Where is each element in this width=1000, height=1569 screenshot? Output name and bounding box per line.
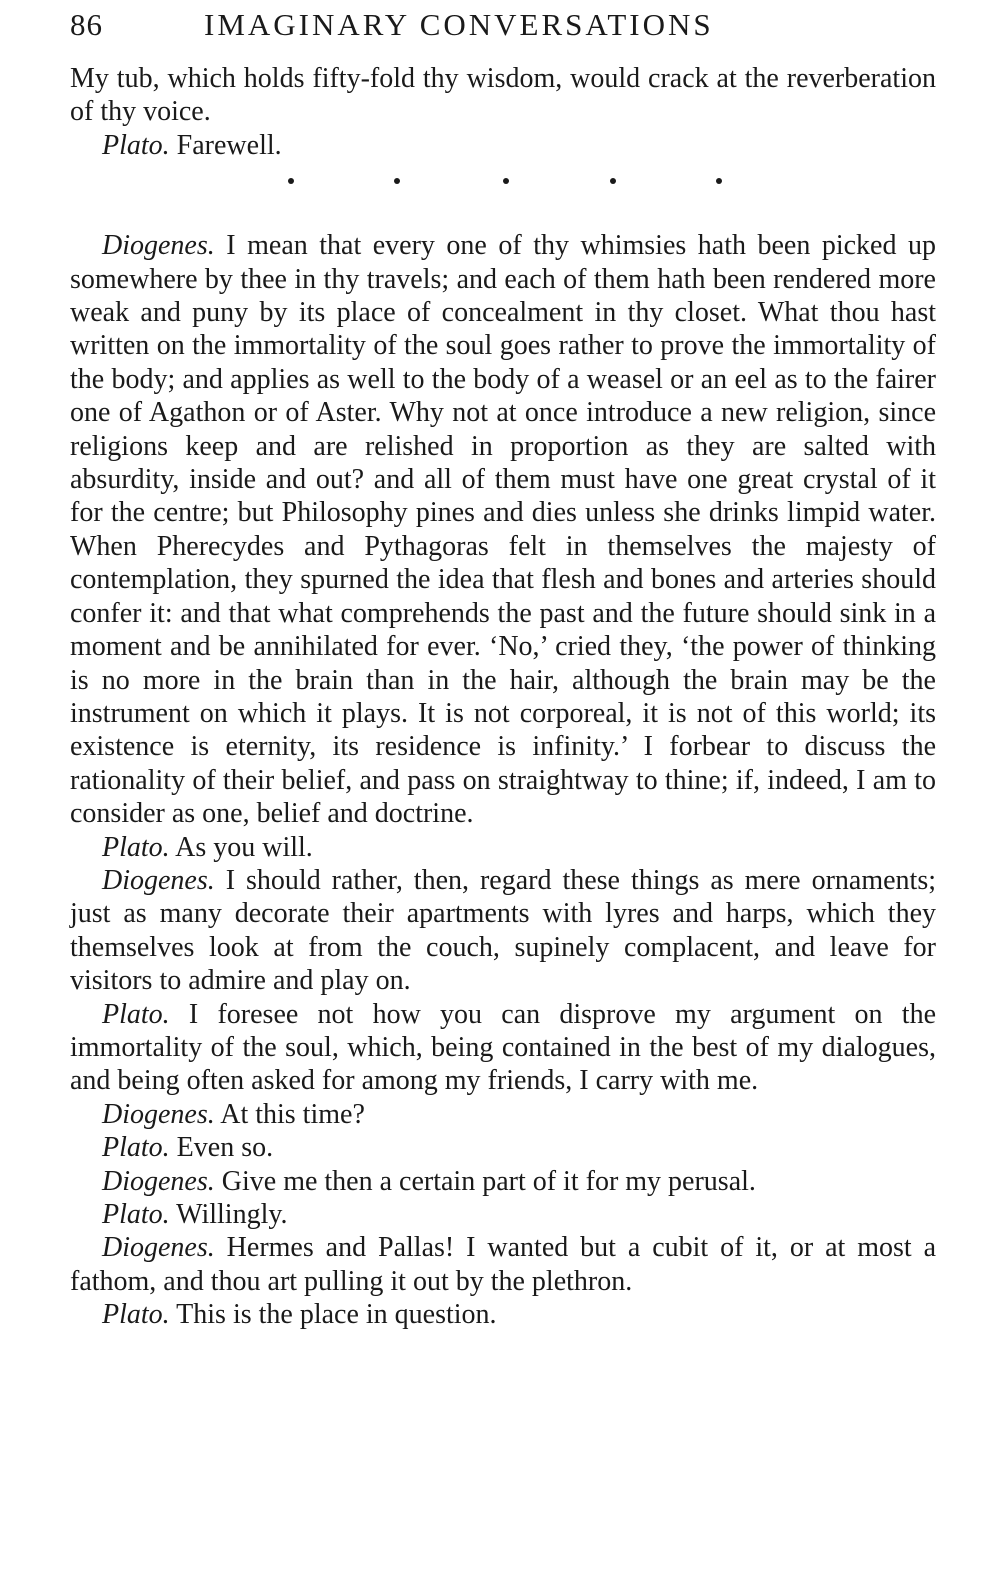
dialogue-line — [70, 1131, 936, 1164]
text-block — [70, 62, 936, 1332]
speaker-name: Plato. — [102, 1132, 170, 1164]
speaker-name: Diogenes. — [102, 1232, 215, 1264]
ellipsis-dot — [394, 178, 400, 184]
ellipsis-dot — [716, 178, 722, 184]
dialogue-line — [70, 1231, 936, 1298]
dialogue-line — [70, 864, 936, 998]
paragraph-continuation — [70, 62, 936, 129]
dialogue-text: I should rather, then, regard these things as mere ornaments; just as many decorate their apartments with lyres and harps, which they themselves look at from the couch, supinely complacent, and leave for visitors to admire and play on. — [70, 864, 936, 997]
dialogue-text: Give me then a certain part of it for my perusal. — [214, 1165, 756, 1197]
speaker-name: Plato. — [102, 831, 170, 863]
speaker-name: Plato. — [102, 1299, 170, 1331]
ellipsis-dot — [288, 178, 294, 184]
page-number: 86 — [70, 7, 103, 42]
speaker-name: Diogenes. — [102, 864, 215, 896]
running-head — [70, 4, 930, 46]
dialogue-text: At this time? — [214, 1098, 365, 1130]
dialogue-line — [70, 998, 936, 1098]
section-break-dots — [70, 162, 936, 229]
dialogue-text: Hermes and Pallas! I wanted but a cubit of it, or at most a fathom, and thou art pulling it out by the plethron. — [70, 1232, 936, 1297]
dialogue-text: I foresee not how you can disprove my argument on the immortality of the soul, which, being contained in the best of my dialogues, and being often asked for among my friends, I carry with me. — [70, 998, 936, 1097]
speaker-name: Plato. — [102, 129, 170, 161]
dialogue-line — [70, 129, 936, 162]
ellipsis-dot — [610, 178, 616, 184]
dialogue-text: Willingly. — [169, 1199, 288, 1230]
dialogue-line — [70, 1165, 936, 1198]
dialogue-text: I mean that every one of thy whimsies hath been picked up somewhere by thee in thy travels; and each of them hath been rendered more weak and puny by its place of concealment in thy closet. What thou hast written on the immortality of the soul goes rather to prove the immortality of the body; and applies as well to the body of a weasel or an eel as to the fairer one of Agathon or of Aster. Why not at once introduce a new religion, since religions keep and are relished in proportion as they are salted with absurdity, inside and out? and all of them must have one great crystal of it for the centre; but Philosophy pines and dies unless she drinks limpid water. When Pherecydes and Pythagoras felt in themselves the majesty of contemplation, they spurned the idea that flesh and bones and arteries should confer it: and that what comprehends the past and the future should sink in a moment and be annihilated for ever. ‘No,’ cried they, ‘the power of thinking is no more in the brain than in the hair, although the brain may be the instrument on which it plays. It is not corporeal, it is not of this world; its existence is eternity, its residence is infinity.’ I forbear to discuss the rationality of their belief, and pass on straightway to thine; if, indeed, I am to consider as one, belief and doctrine. — [70, 230, 936, 830]
dialogue-line — [70, 229, 936, 830]
paragraph-text: My tub, which holds fifty-fold thy wisdom, would crack at the reverberation of thy voice. — [70, 63, 936, 128]
running-title: IMAGINARY CONVERSATIONS — [204, 7, 714, 42]
dialogue-line — [70, 1198, 936, 1231]
speaker-name: Diogenes. — [102, 230, 215, 262]
speaker-name: Plato. — [102, 1199, 170, 1230]
speaker-name: Plato. — [102, 998, 170, 1030]
speaker-name: Diogenes. — [102, 1098, 215, 1130]
speaker-name: Diogenes. — [102, 1165, 215, 1197]
dialogue-text: Even so. — [169, 1132, 274, 1164]
ellipsis-dot — [503, 178, 509, 184]
dialogue-text: This is the place in question. — [169, 1299, 497, 1331]
dialogue-text: Farewell. — [169, 129, 282, 161]
dialogue-line — [70, 1098, 936, 1131]
dialogue-text: As you will. — [169, 831, 313, 863]
dialogue-line — [70, 831, 936, 864]
dialogue-line — [70, 1298, 936, 1331]
